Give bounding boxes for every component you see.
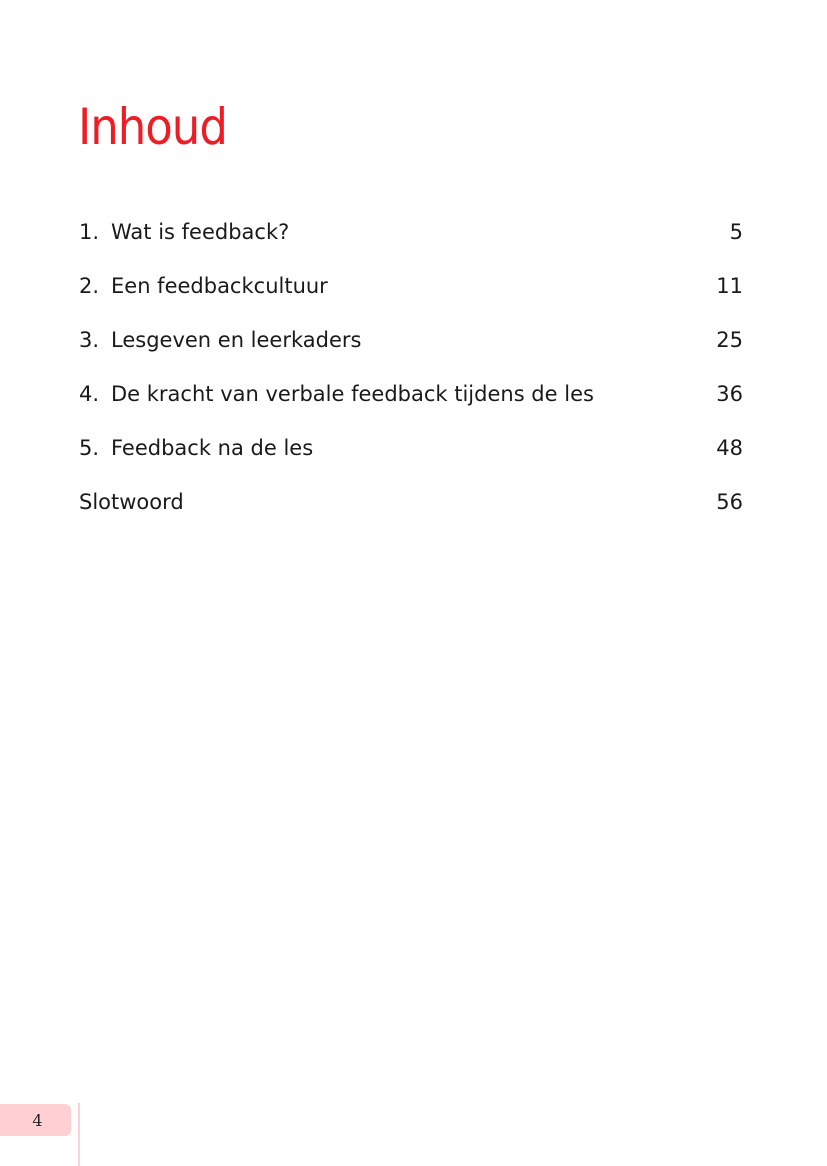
- toc-entry[interactable]: [79, 216, 743, 270]
- page-title: Inhoud: [78, 98, 227, 156]
- toc-entry[interactable]: [79, 270, 743, 324]
- toc-entry-page: 36: [716, 382, 743, 406]
- toc-entry[interactable]: [79, 324, 743, 378]
- toc-entry-label: Feedback na de les: [111, 436, 314, 460]
- toc-entry[interactable]: [79, 486, 743, 540]
- toc-entry-number: 3.: [79, 328, 100, 352]
- toc-entry[interactable]: [79, 378, 743, 432]
- page-number: 4: [32, 1110, 43, 1130]
- toc-entry-label: De kracht van verbale feedback tijdens de les: [111, 382, 594, 406]
- toc-entry-page: 56: [716, 490, 743, 514]
- toc-entry-page: 11: [716, 274, 743, 298]
- toc-entry-page: 5: [729, 220, 743, 244]
- toc-entry-number: 4.: [79, 382, 100, 406]
- toc-entry-page: 25: [716, 328, 743, 352]
- toc-entry-number: 1.: [79, 220, 100, 244]
- toc-entry[interactable]: [79, 432, 743, 486]
- toc-entry-label: Een feedbackcultuur: [111, 274, 328, 298]
- toc-entry-label: Slotwoord: [79, 490, 184, 514]
- toc-entry-page: 48: [716, 436, 743, 460]
- table-of-contents: [79, 216, 743, 540]
- toc-entry-number: 5.: [79, 436, 100, 460]
- toc-entry-label: Wat is feedback?: [111, 220, 290, 244]
- page-number-tab: [0, 1104, 71, 1136]
- toc-entry-number: 2.: [79, 274, 100, 298]
- margin-rule: [78, 1103, 80, 1166]
- toc-entry-label: Lesgeven en leerkaders: [111, 328, 362, 352]
